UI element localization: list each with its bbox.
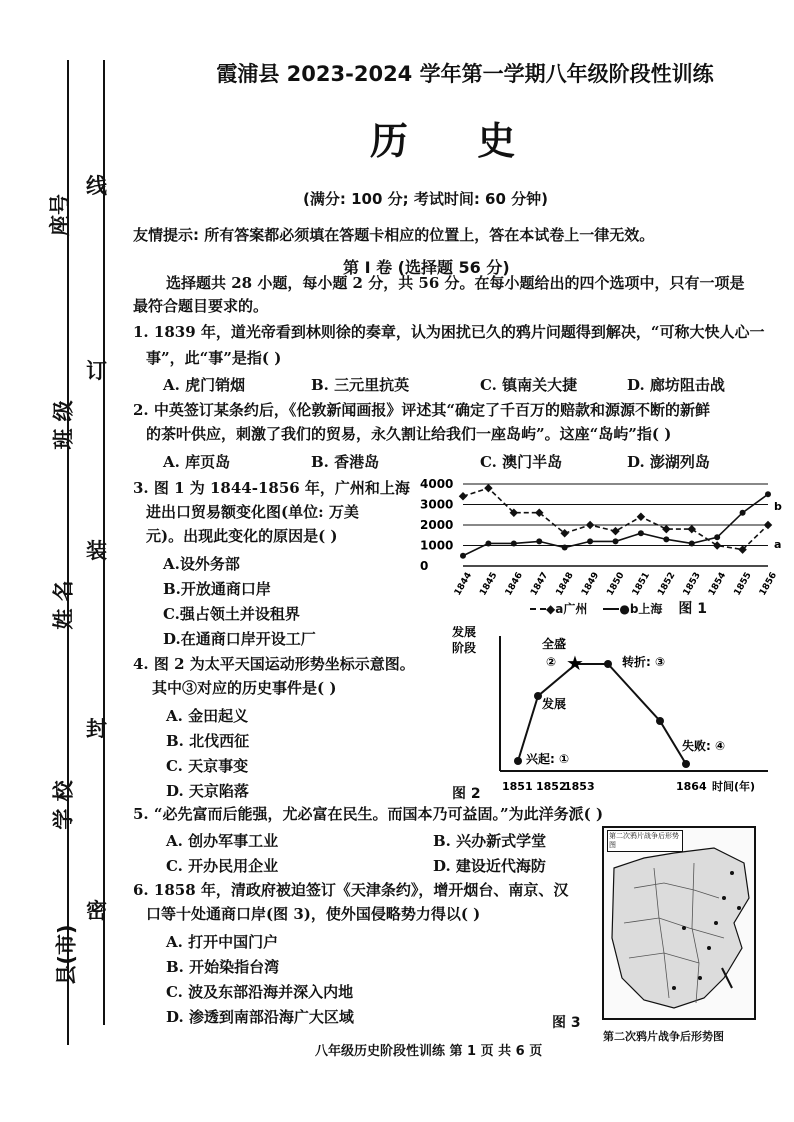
figure1-point-shanghai bbox=[740, 510, 746, 516]
seal-char-feng: 封 bbox=[86, 717, 107, 741]
figure2-xtick-1852: 1852 bbox=[536, 780, 567, 793]
exam-title: 霞浦县 2023-2024 学年第一学期八年级阶段性训练 bbox=[216, 62, 714, 86]
q4-line2: 其中③对应的历史事件是( ) bbox=[152, 679, 337, 697]
figure1-point-shanghai bbox=[638, 530, 644, 536]
section-intro-1: 选择题共 28 小题，每小题 2 分，共 56 分。在每小题给出的四个选项中，只有一项是 bbox=[166, 274, 745, 292]
figure1-point-guangzhou bbox=[764, 521, 772, 529]
figure1-series-label-b: b bbox=[774, 500, 782, 513]
figure1-series bbox=[459, 484, 772, 559]
q4-option-d: D. 天京陷落 bbox=[166, 782, 249, 800]
figure2-ann-peak: 全盛 bbox=[542, 637, 567, 651]
figure1-point-shanghai bbox=[536, 538, 542, 544]
q1-option-a: A. 虎门销烟 bbox=[163, 376, 246, 394]
figure2-point-turn bbox=[604, 660, 612, 668]
figure1-x-tick-label: 1846 bbox=[503, 570, 525, 598]
figure1-point-shanghai bbox=[765, 491, 771, 497]
legend-a: ◆a广州 bbox=[530, 600, 587, 617]
figure1-point-guangzhou bbox=[484, 484, 492, 492]
figure1-y-tick-label: 0 bbox=[420, 559, 429, 573]
figure1-x-tick-label: 1844 bbox=[452, 570, 475, 598]
figure2-point-start bbox=[514, 757, 522, 765]
q2-option-b: B. 香港岛 bbox=[311, 453, 380, 471]
figure1-point-shanghai bbox=[663, 536, 669, 542]
q5-option-c: C. 开办民用企业 bbox=[166, 857, 279, 875]
section-intro-2: 最符合题目要求的。 bbox=[133, 297, 269, 315]
binding-blank-1 bbox=[68, 230, 69, 300]
figure1-point-guangzhou bbox=[713, 541, 721, 549]
figure1-x-tick-label: 1851 bbox=[630, 570, 653, 598]
q3-option-a: A.设外务部 bbox=[163, 555, 240, 573]
figure1-x-tick-label: 1852 bbox=[656, 570, 678, 598]
seal-char-mi: 密 bbox=[86, 899, 107, 923]
seal-char-zhuang: 装 bbox=[86, 539, 107, 563]
q3-option-b: B.开放通商口岸 bbox=[163, 580, 271, 598]
q6-option-a: A. 打开中国门户 bbox=[166, 933, 279, 951]
figure1-x-tick-label: 1854 bbox=[707, 570, 729, 598]
school-label: 学 校 bbox=[51, 780, 76, 830]
figure1-y-tick-label: 3000 bbox=[420, 497, 454, 512]
q6-option-c: C. 波及东部沿海并深入内地 bbox=[166, 983, 354, 1001]
q4-option-c: C. 天京事变 bbox=[166, 757, 249, 775]
figure2-ann-develop: 发展 bbox=[542, 697, 567, 711]
figure1-line-chart bbox=[418, 474, 788, 614]
q6-option-b: B. 开始染指台湾 bbox=[166, 958, 280, 976]
figure1-x-tick-label: 1847 bbox=[529, 570, 551, 598]
q1-option-d: D. 廊坊阻击战 bbox=[627, 376, 725, 394]
seat-label: 座号 bbox=[48, 194, 72, 236]
figure2-xtick-1864: 1864 bbox=[676, 780, 707, 793]
figure1-axes bbox=[463, 484, 768, 566]
q2-option-d: D. 澎湖列岛 bbox=[627, 453, 710, 471]
figure2-xtick-1851: 1851 bbox=[502, 780, 533, 793]
q1-line2: 事”，此“事”是指( ) bbox=[146, 349, 282, 367]
figure1-point-shanghai bbox=[613, 538, 619, 544]
figure3-label: 图 3 bbox=[552, 1015, 581, 1031]
figure2-ann-peak-num: ② bbox=[546, 655, 557, 669]
q3-line1: 3. 图 1 为 1844-1856 年，广州和上海 bbox=[133, 479, 410, 497]
county-label: 县(市) bbox=[54, 924, 79, 986]
q4-option-a: A. 金田起义 bbox=[166, 707, 249, 725]
figure2-ylabel-2: 阶段 bbox=[452, 641, 477, 655]
q5-option-d: D. 建设近代海防 bbox=[433, 857, 546, 875]
figure2-xtick-1853: 1853 bbox=[564, 780, 595, 793]
q3-line2: 进出口贸易额变化图(单位: 万美 bbox=[146, 503, 359, 521]
q5-line1: 5. “必先富而后能强，尤必富在民生。而国本乃可益固。”为此洋务派( ) bbox=[133, 805, 604, 823]
figure3-map-drawing bbox=[604, 828, 754, 1018]
figure1-x-tick-label: 1850 bbox=[605, 570, 627, 598]
figure2-ann-turn: 转折: ③ bbox=[622, 655, 666, 669]
name-label: 姓 名 bbox=[51, 580, 76, 630]
q2-line2: 的茶叶供应，刺激了我们的贸易，永久割让给我们一座岛屿”。这座“岛屿”指( ) bbox=[146, 425, 672, 443]
page-footer: 八年级历史阶段性训练 第 1 页 共 6 页 bbox=[315, 1044, 543, 1059]
figure2-stage-chart bbox=[450, 626, 785, 801]
figure1-x-tick-label: 1848 bbox=[554, 570, 576, 598]
figure1-point-shanghai bbox=[562, 545, 568, 551]
figure1-point-guangzhou bbox=[637, 513, 645, 521]
q5-option-a: A. 创办军事工业 bbox=[166, 832, 279, 850]
figure1-point-shanghai bbox=[460, 553, 466, 559]
q3-line3: 元)。出现此变化的原因是( ) bbox=[146, 527, 338, 545]
figure2-xlabel: 时间(年) bbox=[712, 780, 756, 793]
q6-option-d: D. 渗透到南部沿海广大区域 bbox=[166, 1008, 354, 1026]
figure1-point-shanghai bbox=[511, 540, 517, 546]
figure1-point-guangzhou bbox=[688, 525, 696, 533]
q4-option-b: B. 北伐西征 bbox=[166, 732, 250, 750]
figure1-point-shanghai bbox=[587, 538, 593, 544]
q1-line1: 1. 1839 年，道光帝看到林则徐的奏章，认为困扰已久的鸦片问题得到解决，“可称大快人心一 bbox=[133, 323, 765, 341]
legend-b: ●b上海 bbox=[603, 600, 662, 617]
figure2-ann-start: 兴起: ① bbox=[526, 752, 570, 766]
figure1-legend bbox=[530, 598, 707, 618]
q6-line2: 口等十处通商口岸(图 3)，使外国侵略势力得以( ) bbox=[146, 905, 481, 923]
exam-meta: (满分: 100 分; 考试时间: 60 分钟) bbox=[303, 190, 549, 208]
q1-option-b: B. 三元里抗英 bbox=[311, 376, 410, 394]
figure1-point-shanghai bbox=[485, 540, 491, 546]
figure1-x-tick-label: 1849 bbox=[580, 570, 602, 598]
figure1-x-tick-label: 1856 bbox=[757, 570, 780, 598]
figure1-point-guangzhou bbox=[611, 527, 619, 535]
seal-char-ding: 订 bbox=[86, 359, 107, 383]
friendly-tip: 友情提示: 所有答案都必须填在答题卡相应的位置上，答在本试卷上一律无效。 bbox=[133, 226, 655, 244]
figure1-point-guangzhou bbox=[459, 492, 467, 500]
figure1-point-shanghai bbox=[714, 534, 720, 540]
q6-line1: 6. 1858 年，清政府被迫签订《天津条约》，增开烟台、南京、汉 bbox=[133, 881, 569, 899]
figure3-map bbox=[602, 826, 756, 1020]
figure3-caption: 第二次鸦片战争后形势图 bbox=[603, 1030, 724, 1043]
figure1-x-tick-label: 1845 bbox=[478, 570, 500, 598]
figure1-y-ticks bbox=[420, 477, 453, 573]
figure1-x-ticks bbox=[453, 571, 779, 598]
q3-option-c: C.强占领土并设租界 bbox=[163, 605, 300, 623]
figure2-ann-fail: 失败: ④ bbox=[682, 739, 726, 753]
figure2-curve bbox=[518, 664, 686, 764]
seal-char-xian: 线 bbox=[86, 174, 107, 198]
figure2-point-fail bbox=[682, 760, 690, 768]
q2-line1: 2. 中英签订某条约后，《伦敦新闻画报》评述其“确定了千百万的赔款和源源不断的新鲜 bbox=[133, 401, 711, 419]
figure2-ylabel-1: 发展 bbox=[452, 626, 477, 639]
q3-option-d: D.在通商口岸开设工厂 bbox=[163, 630, 316, 648]
q2-option-c: C. 澳门半岛 bbox=[480, 453, 563, 471]
figure1-label: 图 1 bbox=[678, 601, 708, 617]
figure1-series-label-a: a bbox=[774, 538, 782, 551]
q1-option-c: C. 镇南关大捷 bbox=[480, 376, 578, 394]
figure2-point-develop bbox=[534, 692, 542, 700]
figure2-peak-star: ★ bbox=[566, 651, 584, 675]
figure3-map-title: 第二次鸦片战争后形势图 bbox=[607, 830, 683, 852]
figure1-point-guangzhou bbox=[586, 521, 594, 529]
figure1-y-tick-label: 2000 bbox=[420, 518, 454, 532]
figure2-label: 图 2 bbox=[452, 786, 481, 802]
q4-line1: 4. 图 2 为太平天国运动形势坐标示意图。 bbox=[133, 655, 415, 673]
figure2-point-decline bbox=[656, 717, 664, 725]
figure1-y-tick-label: 1000 bbox=[420, 538, 454, 553]
figure1-y-tick-label: 4000 bbox=[420, 477, 454, 491]
section-title: 第 I 卷 (选择题 56 分) bbox=[343, 258, 510, 277]
class-label: 班 级 bbox=[51, 400, 76, 450]
figure1-x-tick-label: 1855 bbox=[732, 570, 754, 598]
figure1-x-tick-label: 1853 bbox=[681, 570, 703, 598]
figure1-point-guangzhou bbox=[662, 525, 670, 533]
q2-option-a: A. 库页岛 bbox=[163, 453, 231, 471]
figure1-point-shanghai bbox=[689, 540, 695, 546]
subject-title: 历 史 bbox=[370, 119, 544, 163]
q5-option-b: B. 兴办新式学堂 bbox=[433, 832, 547, 850]
